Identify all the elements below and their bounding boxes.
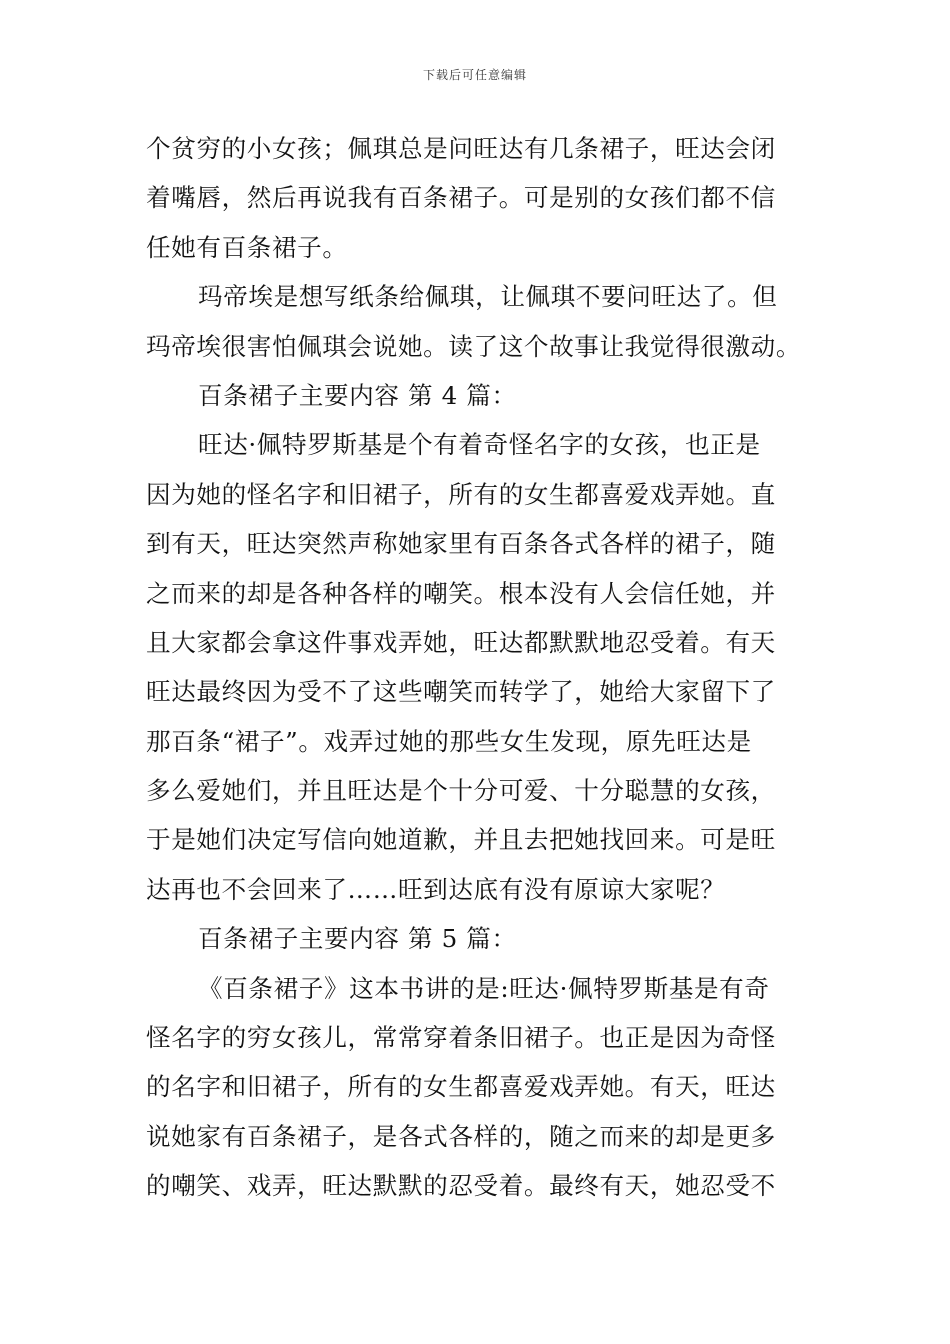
- text-line: 说她家有百条裙子，是各式各样的，随之而来的却是更多: [146, 1121, 776, 1151]
- text-line: 旺达最终因为受不了这些嘲笑而转学了，她给大家留下了: [146, 677, 776, 707]
- page-header: 下载后可任意编辑: [422, 68, 527, 82]
- text-line: 怪名字的穷女孩儿，常常穿着条旧裙子。也正是因为奇怪: [146, 1023, 776, 1053]
- text-line: 个贫穷的小女孩；佩琪总是问旺达有几条裙子，旺达会闭: [146, 134, 776, 163]
- paragraph-start-line: 旺达·佩特罗斯基是个有着奇怪名字的女孩，也正是: [198, 430, 761, 460]
- text-line: 于是她们决定写信向她道歉，并且去把她找回来。可是旺: [146, 825, 776, 855]
- text-line: 达再也不会回来了……旺到达底有没有原谅大家呢？: [146, 874, 726, 904]
- paragraph-start-line: 玛帝埃是想写纸条给佩琪，让佩琪不要问旺达了。但: [198, 282, 778, 312]
- text-line: 的名字和旧裙子，所有的女生都喜爱戏弄她。有天，旺达: [146, 1072, 776, 1102]
- text-line: 到有天，旺达突然声称她家里有百条各式各样的裙子，随: [146, 529, 776, 559]
- section-heading-5: 百条裙子主要内容 第 5 篇：: [198, 924, 517, 954]
- text-line: 任她有百条裙子。: [146, 232, 348, 262]
- text-line: 因为她的怪名字和旧裙子，所有的女生都喜爱戏弄她。直: [146, 479, 776, 509]
- section-heading-4: 百条裙子主要内容 第 4 篇：: [198, 380, 517, 410]
- text-line: 着嘴唇，然后再说我有百条裙子。可是别的女孩们都不信: [146, 183, 776, 213]
- paragraph-start-line: 《百条裙子》这本书讲的是:旺达·佩特罗斯基是有奇: [198, 973, 770, 1003]
- text-line: 多么爱她们，并且旺达是个十分可爱、十分聪慧的女孩，: [146, 776, 776, 806]
- text-line: 之而来的却是各种各样的嘲笑。根本没有人会信任她，并: [146, 578, 776, 608]
- document-body: [146, 124, 808, 1211]
- text-line: 的嘲笑、戏弄，旺达默默的忍受着。最终有天，她忍受不: [146, 1171, 776, 1201]
- text-line: 那百条“裙子”。戏弄过她的那些女生发现，原先旺达是: [146, 726, 752, 756]
- text-line: 且大家都会拿这件事戏弄她，旺达都默默地忍受着。有天: [146, 627, 776, 657]
- text-line: 玛帝埃很害怕佩琪会说她。读了这个故事让我觉得很激动。: [146, 331, 802, 361]
